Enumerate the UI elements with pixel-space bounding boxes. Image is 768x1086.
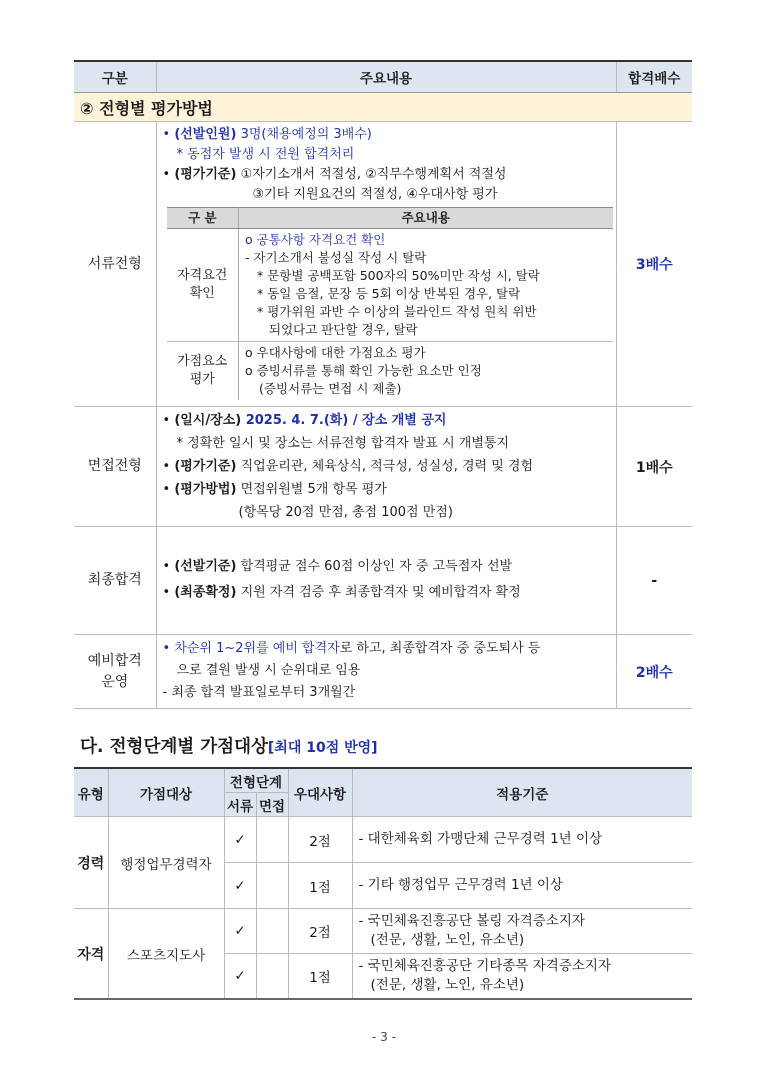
header-stage-interview: 면접: [256, 793, 288, 817]
table-row: [74, 909, 692, 954]
content-line: • (선발기준) 합격평균 점수 60점 이상인 자 중 고득점자 선발: [162, 559, 513, 574]
inner-row-qualification: [167, 229, 613, 342]
content-line: • (일시/장소) 2025. 4. 7.(화) / 장소 개별 공지: [162, 413, 447, 428]
type-cell: 자격: [74, 909, 108, 1000]
row-content: [156, 527, 616, 635]
header-criteria: 적용기준: [352, 768, 692, 817]
interview-check: [256, 863, 288, 909]
content-line: • (평가기준) ①자기소개서 적절성, ②직무수행계획서 적절성: [162, 167, 507, 182]
inner-row-bonus: [167, 342, 613, 401]
row-content: [156, 635, 616, 709]
target-cell: 스포츠지도사: [108, 909, 224, 1000]
row-multiplier: 1배수: [616, 407, 692, 527]
inner-row-label: 가점요소 평가: [167, 342, 239, 401]
content-line: ③기타 지원요건의 적절성, ④우대사항 평가: [252, 187, 498, 202]
docs-check: ✓: [224, 954, 256, 1000]
bonus-points-table: [74, 767, 692, 1000]
header-stage-docs: 서류: [224, 793, 256, 817]
row-label: 최종합격: [74, 527, 156, 635]
header-type: 유형: [74, 768, 108, 817]
row-label: 면접전형: [74, 407, 156, 527]
row-interview: [74, 407, 692, 527]
type-cell: 경력: [74, 817, 108, 909]
table-row: [74, 817, 692, 863]
interview-check: [256, 954, 288, 1000]
header-category: 구분: [74, 61, 156, 93]
section-title: ② 전형별 평가방법: [74, 93, 692, 122]
interview-check: [256, 817, 288, 863]
table-header-row: [74, 768, 692, 793]
row-multiplier: -: [616, 527, 692, 635]
content-note: * 정확한 일시 및 장소는 서류전형 합격자 발표 시 개별통지: [176, 436, 510, 451]
row-final: [74, 527, 692, 635]
row-label: 서류전형: [74, 122, 156, 407]
evaluation-method-table: [74, 60, 692, 709]
content-line: • 차순위 1~2위를 예비 합격자로 하고, 최종합격자 중 중도퇴사 등: [162, 641, 541, 656]
inner-criteria-table: [167, 207, 613, 400]
inner-row-content: o 공통사항 자격요건 확인 - 자기소개서 불성실 작성 시 탈락 * 문항별 공백포함 500자의 50%미만 작성 시, 탈락 * 동일 음절, 문장 등 5회 이상 반복된 경우, 탈락 * 평가위원 과반 수 이상의 블라인드 작성 원칙 위반 되었다고 판단할 경우, 탈락: [239, 229, 613, 342]
table-header-row: [74, 61, 692, 93]
criteria-cell: - 국민체육진흥공단 볼링 자격증소지자 (전문, 생활, 노인, 유소년): [352, 909, 692, 954]
bonus-section-heading: [80, 733, 378, 758]
content-line: • (최종확정) 지원 자격 검증 후 최종합격자 및 예비합격자 확정: [162, 585, 521, 600]
criteria-cell: - 기타 행정업무 근무경력 1년 이상: [352, 863, 692, 909]
row-document-screening: [74, 122, 692, 407]
points-cell: 1점: [288, 954, 352, 1000]
inner-header-content: 주요내용: [239, 208, 613, 229]
inner-row-content: o 우대사항에 대한 가점요소 평가 o 증빙서류를 통해 확인 가능한 요소만 인정 (증빙서류는 면접 시 제출): [245, 345, 482, 396]
content-note: * 동점자 발생 시 전원 합격처리: [176, 147, 355, 162]
points-cell: 2점: [288, 909, 352, 954]
header-target: 가점대상: [108, 768, 224, 817]
docs-check: ✓: [224, 863, 256, 909]
row-label: 예비합격 운영: [74, 635, 156, 709]
inner-row-label: 자격요건 확인: [167, 229, 239, 342]
interview-check: [256, 909, 288, 954]
inner-header-category: 구 분: [167, 208, 239, 229]
docs-check: ✓: [224, 909, 256, 954]
page-number: - 3 -: [372, 1030, 396, 1044]
header-multiplier: 합격배수: [616, 61, 692, 93]
row-content: [156, 122, 616, 407]
row-multiplier: 3배수: [616, 122, 692, 407]
points-cell: 1점: [288, 863, 352, 909]
header-content: 주요내용: [156, 61, 616, 93]
row-multiplier: 2배수: [616, 635, 692, 709]
header-preference: 우대사항: [288, 768, 352, 817]
row-reserve: [74, 635, 692, 709]
criteria-cell: - 국민체육진흥공단 기타종목 자격증소지자 (전문, 생활, 노인, 유소년): [352, 954, 692, 1000]
row-content: [156, 407, 616, 527]
criteria-cell: - 대한체육회 가맹단체 근무경력 1년 이상: [352, 817, 692, 863]
content-line: • (평가기준) 직업윤리관, 체육상식, 적극성, 성실성, 경력 및 경험: [162, 459, 534, 474]
content-line: • (평가방법) 면접위원별 5개 항목 평가: [162, 482, 387, 497]
section-row: [74, 93, 692, 122]
heading-main: 다. 전형단계별 가점대상: [80, 737, 268, 757]
content-line: (항목당 20점 만점, 총점 100점 만점): [238, 505, 453, 520]
points-cell: 2점: [288, 817, 352, 863]
content-line: 으로 결원 발생 시 순위대로 임용: [176, 663, 361, 678]
header-stage: 전형단계: [224, 768, 288, 793]
heading-sub: [최대 10점 반영]: [267, 740, 378, 756]
target-cell: 행정업무경력자: [108, 817, 224, 909]
content-line: - 최종 합격 발표일로부터 3개월간: [162, 685, 356, 700]
content-line: • (선발인원) 3명(채용예정의 3배수): [162, 127, 372, 142]
docs-check: ✓: [224, 817, 256, 863]
